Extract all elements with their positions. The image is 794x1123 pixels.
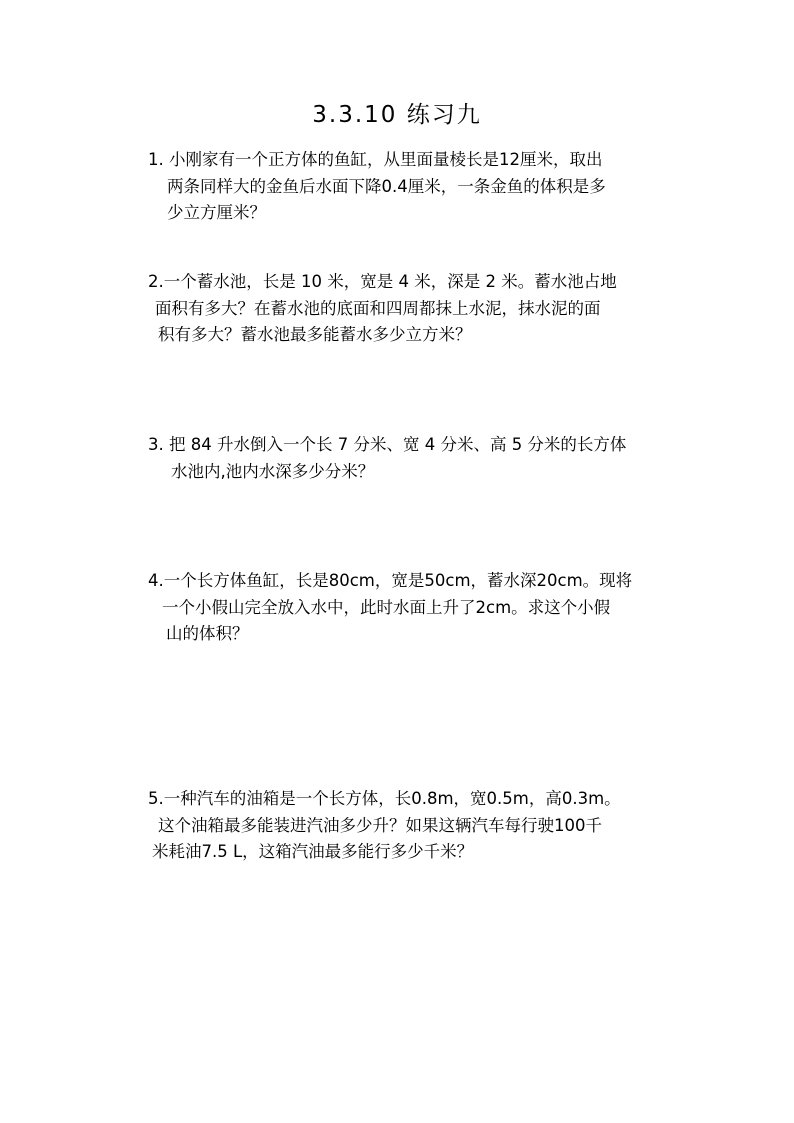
problem-1-line-1: 1. 小刚家有一个正方体的鱼缸，从里面量棱长是12厘米，取出 — [148, 150, 603, 169]
problem-3 — [148, 432, 626, 485]
problem-4-line-1: 4.一个长方体鱼缸，长是80cm，宽是50cm，蓄水深20cm。现将 — [148, 571, 633, 590]
problem-1-line-2: 两条同样大的金鱼后水面下降0.4厘米，一条金鱼的体积是多 — [167, 176, 606, 196]
problem-5-line-2: 这个油箱最多能装进汽油多少升？如果这辆汽车每行驶100千 — [158, 815, 602, 835]
problem-5-line-1: 5.一种汽车的油箱是一个长方体，长0.8m，宽0.5m，高0.3m。 — [148, 789, 621, 808]
problem-5-line-3: 米耗油7.5 L，这箱汽油最多能行多少千米？ — [152, 842, 474, 861]
problem-2-line-3: 积有多大？蓄水池最多能蓄水多少立方米？ — [158, 325, 472, 344]
problem-2-line-1: 2.一个蓄水池，长是 10 米，宽是 4 米，深是 2 米。蓄水池占地 — [148, 272, 617, 291]
problem-4-line-3: 山的体积？ — [166, 624, 249, 643]
problem-2-line-2: 面积有多大？在蓄水池的底面和四周都抹上水泥，抹水泥的面 — [155, 298, 601, 318]
problem-3-line-2: 水池内,池内水深多少分米？ — [171, 461, 375, 481]
problem-1-line-3: 少立方厘米？ — [167, 203, 266, 222]
problem-4-line-2: 一个小假山完全放入水中，此时水面上升了2cm。求这个小假 — [162, 597, 611, 617]
problem-3-line-1: 3. 把 84 升水倒入一个长 7 分米、宽 4 分米、高 5 分米的长方体 — [148, 435, 627, 454]
problem-2 — [148, 269, 617, 349]
page-title: 3.3.10 练习九 — [312, 102, 482, 128]
problem-5 — [148, 786, 621, 866]
problem-1 — [148, 147, 606, 227]
problem-4 — [148, 568, 632, 648]
